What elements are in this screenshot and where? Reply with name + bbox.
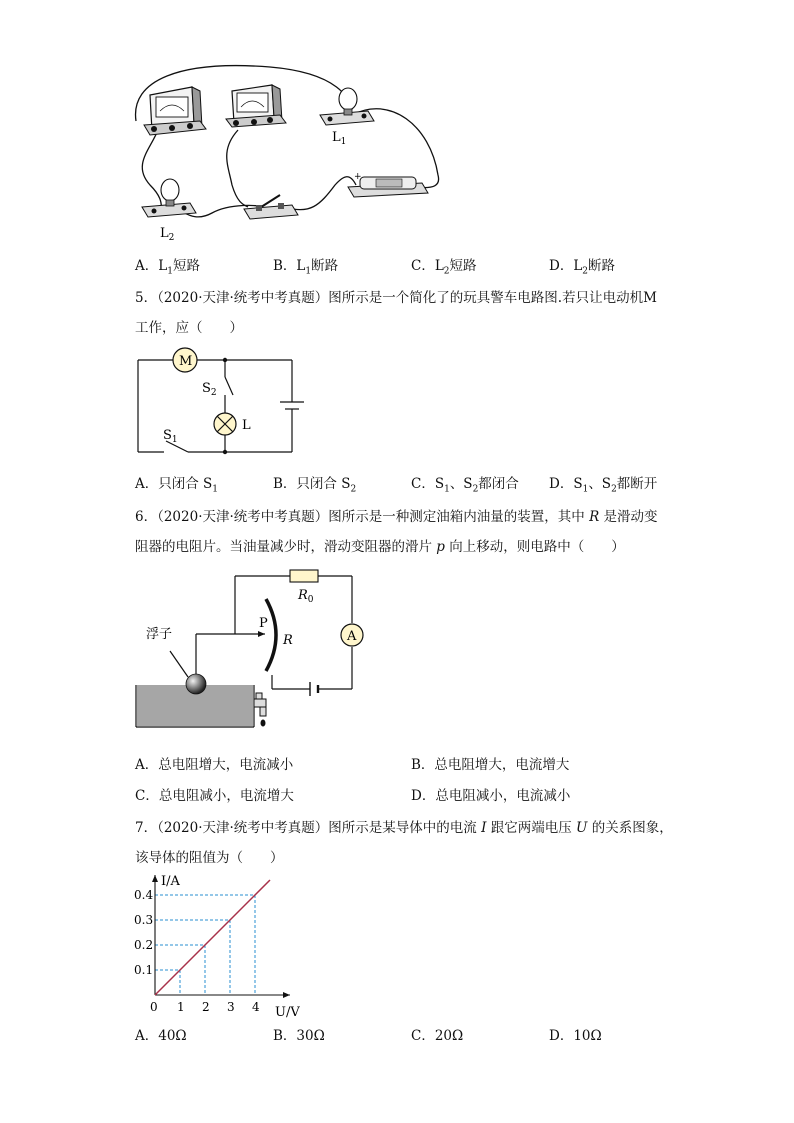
battery-icon: [348, 172, 428, 197]
q4-circuit-illustration: [120, 55, 450, 245]
x-tick-label-0: 0: [150, 1000, 158, 1014]
switch-s2-label: $S_2$: [202, 381, 217, 398]
ammeter-2-icon: [226, 85, 286, 127]
series-line: [155, 880, 270, 995]
q5-option-d[interactable]: D．$S_1$、$S_2$都断开: [549, 476, 658, 495]
x-tick-label-1: 1: [177, 1000, 185, 1014]
float-label: 浮子: [146, 627, 173, 642]
q6-option-a[interactable]: A．总电阻增大，电流减小: [135, 757, 294, 773]
q7-option-b[interactable]: B．30Ω: [273, 1028, 325, 1044]
x-tick-label-3: 3: [227, 1000, 235, 1014]
q7-option-a[interactable]: A．40Ω: [135, 1028, 187, 1044]
q5-circuit-diagram: [130, 345, 305, 460]
q7-iu-graph: [125, 865, 310, 1025]
q4-option-d[interactable]: D．$L_2$断路: [549, 258, 616, 277]
q5-option-c[interactable]: C．$S_1$、$S_2$都闭合: [411, 476, 519, 495]
rheostat-r-label: R: [283, 633, 293, 648]
q4-option-a[interactable]: A．$L_1$短路: [135, 258, 200, 277]
faucet-icon: [254, 693, 266, 726]
q4-option-b[interactable]: B．$L_1$断路: [273, 258, 339, 277]
lamp-label: L: [242, 418, 251, 433]
svg-text:+: +: [354, 172, 362, 182]
q6-option-b[interactable]: B．总电阻增大，电流增大: [411, 757, 570, 773]
r0-label: $R_0$: [298, 588, 314, 605]
q6-option-d[interactable]: D．总电阻减小，电流减小: [411, 788, 571, 804]
y-tick-label-0.4: 0.4: [134, 888, 154, 902]
x-axis-arrow: [283, 992, 290, 998]
x-tick-label-2: 2: [202, 1000, 210, 1014]
y-axis-label: I/A: [161, 874, 180, 889]
q7-stem-line2: 该导体的阻值为（ ）: [135, 850, 284, 866]
x-tick-label-4: 4: [252, 1000, 260, 1014]
y-axis-arrow: [152, 875, 158, 882]
q4-option-c[interactable]: C．$L_2$短路: [411, 258, 477, 277]
y-tick-label-0.2: 0.2: [134, 938, 154, 952]
ammeter-1-icon: [144, 87, 206, 135]
q5-option-a[interactable]: A．只闭合 $S_1$: [135, 476, 219, 495]
motor-label: M: [179, 354, 193, 369]
q7-stem-line1: 7．（2020·天津·统考中考真题）图所示是某导体中的电流 I 跟它两端电压 U 的关系图象，: [135, 820, 673, 836]
q5-stem-line2: 工作，应（ ）: [135, 320, 243, 336]
slider-p-label: P: [259, 616, 268, 631]
switch-s1-label: $S_1$: [163, 428, 178, 445]
label-l1: $L_1$: [332, 130, 347, 147]
q5-stem-line1: 5．（2020·天津·统考中考真题）图所示是一个简化了的玩具警车电路图.若只让电动机M: [135, 290, 657, 306]
bulb-l1-icon: [320, 88, 374, 125]
q6-stem-line2: 阻器的电阻片。当油量减少时，滑动变阻器的滑片 p 向上移动，则电路中（ ）: [135, 539, 625, 555]
x-axis-label: U/V: [275, 1005, 300, 1020]
q7-option-c[interactable]: C．20Ω: [411, 1028, 464, 1044]
y-tick-label-0.3: 0.3: [134, 913, 154, 927]
q7-option-d[interactable]: D．10Ω: [549, 1028, 602, 1044]
q6-oil-gauge-diagram: [130, 565, 365, 745]
y-tick-label-0.1: 0.1: [134, 963, 154, 977]
ammeter-label: A: [347, 629, 357, 644]
q6-stem-line1: 6．（2020·天津·统考中考真题）图所示是一种测定油箱内油量的装置，其中 R 是滑动变: [135, 509, 658, 525]
knife-switch-icon: [244, 195, 298, 219]
q6-option-c[interactable]: C．总电阻减小，电流增大: [135, 788, 294, 804]
q5-option-b[interactable]: B．只闭合 $S_2$: [273, 476, 357, 495]
label-l2: $L_2$: [160, 226, 175, 243]
